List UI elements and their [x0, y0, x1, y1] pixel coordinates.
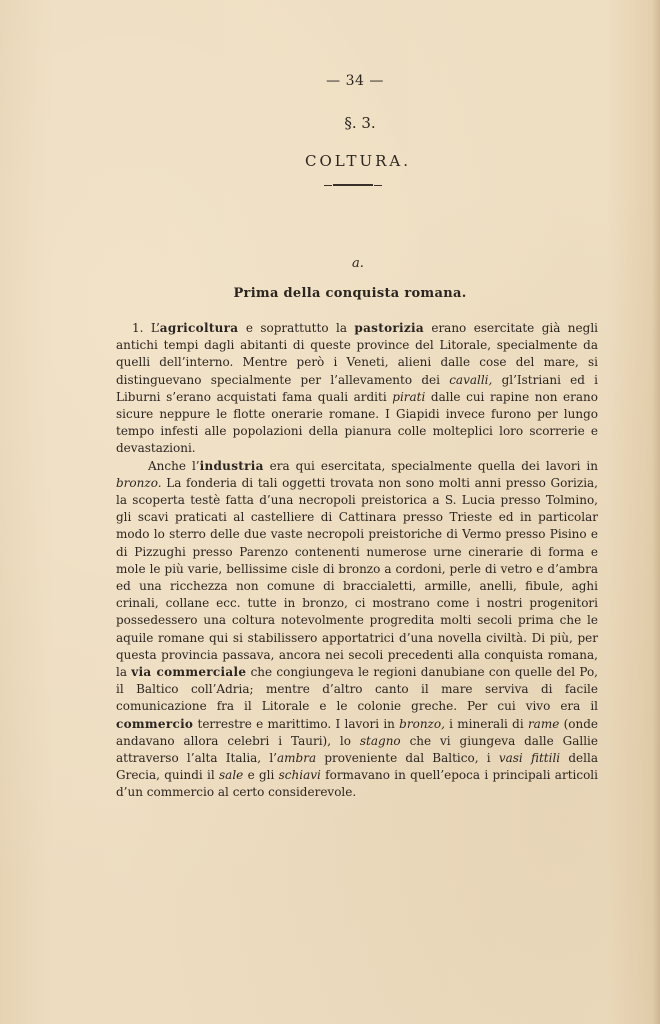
text-run: era qui esercitata, specialmente quella dei lavori in: [263, 458, 598, 473]
italic-bronzo: bronzo.: [116, 475, 162, 490]
page-number: — 34 —: [326, 73, 384, 89]
section-mark: §. 3.: [344, 114, 376, 132]
text-run: Anche l’: [148, 458, 200, 473]
paragraph-industry: [116, 458, 598, 802]
text-run: i minerali di: [444, 716, 528, 731]
italic-pirati: pirati: [392, 389, 426, 404]
text-run: 1. L’: [132, 321, 160, 335]
term-agricoltura: agricoltura: [159, 321, 239, 335]
italic-bronzo-2: bronzo,: [399, 716, 445, 731]
text-run: formavano in quell’epoca i principali articoli d’un commercio al certo considerevole.: [116, 768, 598, 800]
text-run: erano esercitate già negli antichi tempi dagli abitanti di queste province del Litorale, specialmente da quelli dell’interno. Mentre però i Veneti, alieni dalle cose del mare, si distinguevano specialmente per l’allevamento dei: [116, 321, 598, 387]
italic-stagno: stagno: [359, 733, 401, 748]
italic-cavalli: cavalli,: [449, 372, 493, 387]
italic-sale: sale: [219, 768, 244, 783]
subsection-letter: a.: [352, 256, 364, 271]
italic-vasi-fittili: vasi fittili: [498, 751, 561, 766]
text-run: terrestre e marittimo. I lavori in: [193, 716, 400, 731]
term-commercio: commercio: [116, 716, 194, 731]
text-run: e soprattutto la: [238, 321, 355, 335]
term-industria: industria: [199, 458, 264, 473]
section-title: COLTURA.: [304, 152, 412, 170]
italic-schiavi: schiavi: [278, 768, 321, 783]
subsection-heading: Prima della conquista romana.: [233, 286, 467, 301]
text-run: che vi giungeva dalle Gallie attraverso l’alta Italia, l’: [116, 733, 598, 766]
term-via-commerciale: via commerciale: [131, 665, 247, 680]
title-ornament-rule: [333, 184, 373, 186]
text-run: della Grecia, quindi il: [116, 751, 598, 783]
text-run: e gli: [243, 768, 279, 783]
body-text: [116, 320, 598, 802]
italic-ambra: ambra: [277, 751, 317, 766]
text-run: dalle cui rapine non erano sicure neppure le flotte onerarie romane. I Giapidi invece furono per lungo tempo infesti alle popolazioni della pianura colle molteplici loro scorrerie e devastazioni.: [116, 389, 598, 456]
text-run: proveniente dal Baltico, i: [316, 751, 499, 766]
italic-rame: rame: [527, 716, 560, 731]
text-run: che congiungeva le regioni danubiane con quelle del Po, il Baltico coll’Adria; mentre d’altro canto il mare serviva di facile comunicazione fra il Litorale e le colonie greche. Per cui vivo era il: [116, 665, 598, 714]
text-run: gl’Istriani ed i Liburni s’erano acquistati fama quali arditi: [116, 372, 599, 404]
text-run: La fonderia di tali oggetti trovata non sono molti anni presso Gorizia, la scoperta testè fatta d’una necropoli preistorica a S. Lucia presso Tolmino, gli scavi praticati al castelliere di Cattinara presso Trieste ed in particolar modo lo sterro delle due vaste necropoli preistoriche di Vermo presso Pisino e di Pizzughi presso Parenzo contenenti numerose urne cinerarie di forma e mole le più varie, bellissime cisle di bronzo a cordoni, perle di vetro e d’ambra ed una ricchezza non comune di braccialetti, armille, anelli, fibule, aghi crinali, collane ecc. tutte in bronzo, ci mostrano come i nostri progenitori possedessero una coltura notevolmente progredita molti secoli prima che le aquile romane qui si stabilissero apportatrici d’una novella civiltà. Di più, per questa provincia passava, ancora nei secoli precedenti alla conquista romana, la: [116, 475, 598, 680]
paragraph-agriculture: [116, 320, 598, 458]
term-pastorizia: pastorizia: [354, 321, 424, 335]
text-run: (onde andavano allora celebri i Tauri), lo: [116, 716, 598, 748]
